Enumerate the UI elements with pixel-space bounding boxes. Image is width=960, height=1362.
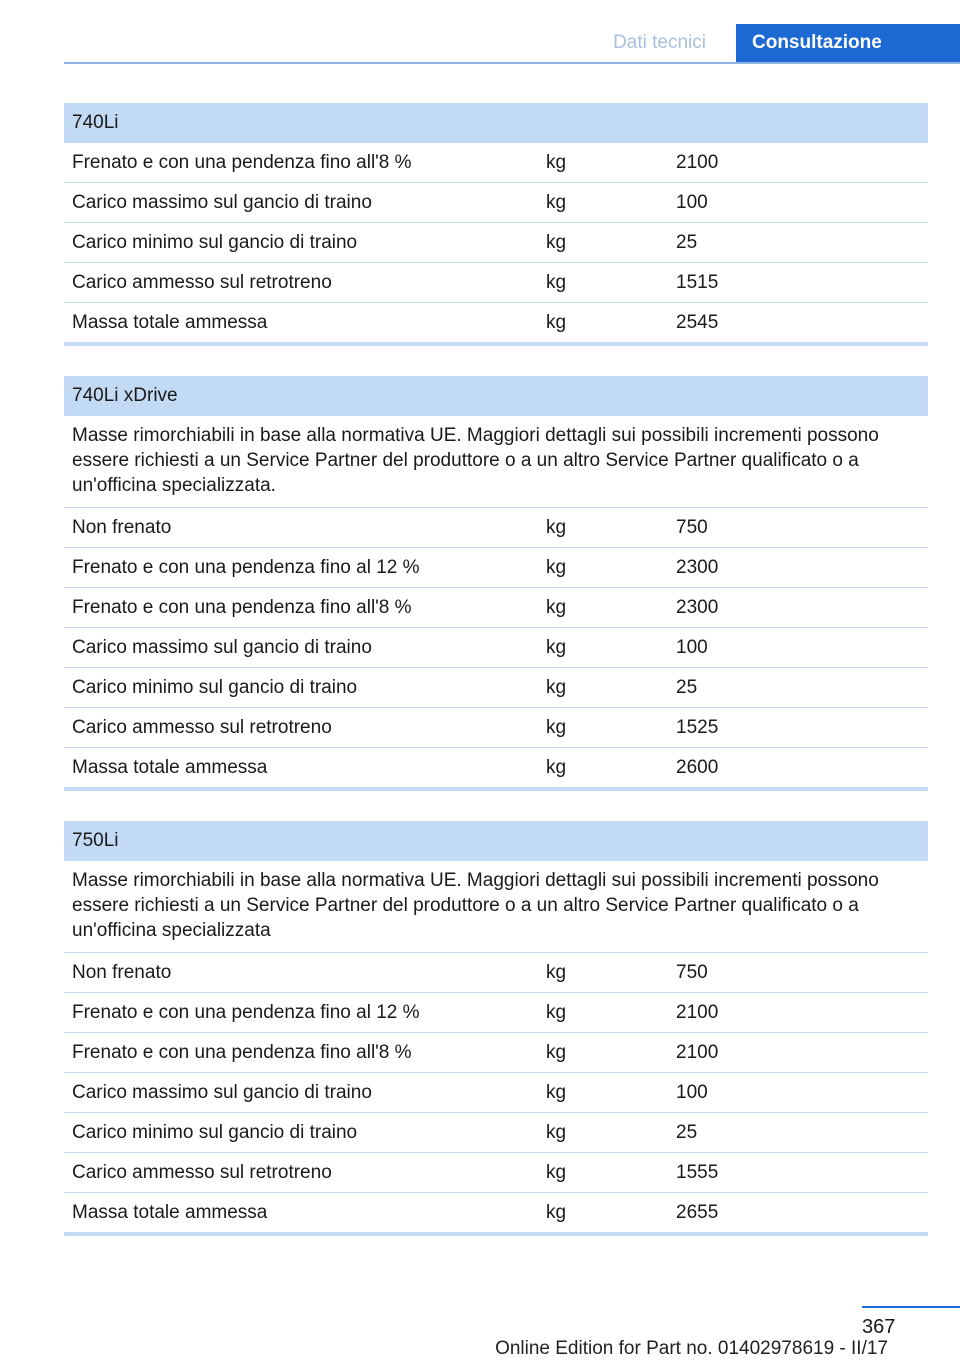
spec-table <box>64 376 928 791</box>
row-unit: kg <box>546 557 567 578</box>
row-value: 100 <box>676 637 708 658</box>
spec-tables <box>64 103 928 1266</box>
table-bottom-rule <box>64 342 928 346</box>
row-label: Frenato e con una pendenza fino all'8 % <box>72 597 412 618</box>
row-unit: kg <box>546 1122 567 1143</box>
header-section-title: Dati tecnici <box>613 32 706 53</box>
row-label: Carico minimo sul gancio di traino <box>72 1122 358 1143</box>
row-label: Frenato e con una pendenza fino all'8 % <box>72 152 412 173</box>
row-unit: kg <box>546 192 567 213</box>
row-label: Carico massimo sul gancio di traino <box>72 637 372 658</box>
row-value: 25 <box>676 232 698 253</box>
row-value: 2100 <box>676 1042 719 1063</box>
table-row <box>64 303 928 342</box>
spec-table <box>64 821 928 1236</box>
row-value: 1525 <box>676 717 719 738</box>
table-row <box>64 1153 928 1193</box>
row-value: 2300 <box>676 557 719 578</box>
table-title: 740Li <box>64 103 928 143</box>
page-header <box>64 24 960 64</box>
row-unit: kg <box>546 1002 567 1023</box>
row-label: Frenato e con una pendenza fino al 12 % <box>72 1002 420 1023</box>
row-label: Non frenato <box>72 517 172 538</box>
row-unit: kg <box>546 962 567 983</box>
row-label: Non frenato <box>72 962 172 983</box>
row-unit: kg <box>546 1202 567 1223</box>
table-bottom-rule <box>64 1232 928 1236</box>
row-value: 25 <box>676 677 698 698</box>
table-row <box>64 1193 928 1232</box>
row-value: 750 <box>676 962 708 983</box>
table-note: Masse rimorchiabili in base alla normativa UE. Maggiori dettagli sui possibili incrementi possono essere richiesti a un Service Partner del produttore o a un altro Service Partner qualificato o a un'officina specializzata <box>64 861 928 953</box>
row-unit: kg <box>546 717 567 738</box>
table-title: 750Li <box>64 821 928 861</box>
row-unit: kg <box>546 757 567 778</box>
table-row <box>64 1033 928 1073</box>
page-number: 367 <box>862 1316 896 1338</box>
row-label: Massa totale ammessa <box>72 312 268 333</box>
row-label: Carico ammesso sul retrotreno <box>72 272 332 293</box>
table-row <box>64 508 928 548</box>
row-value: 2545 <box>676 312 719 333</box>
row-unit: kg <box>546 517 567 538</box>
table-row <box>64 263 928 303</box>
row-value: 2655 <box>676 1202 719 1223</box>
row-unit: kg <box>546 597 567 618</box>
table-row <box>64 588 928 628</box>
row-value: 2600 <box>676 757 719 778</box>
row-unit: kg <box>546 677 567 698</box>
row-unit: kg <box>546 1042 567 1063</box>
table-row <box>64 748 928 787</box>
table-row <box>64 1113 928 1153</box>
row-unit: kg <box>546 152 567 173</box>
table-bottom-rule <box>64 787 928 791</box>
table-row <box>64 993 928 1033</box>
table-row <box>64 1073 928 1113</box>
row-unit: kg <box>546 232 567 253</box>
row-label: Frenato e con una pendenza fino all'8 % <box>72 1042 412 1063</box>
edition-footer: Online Edition for Part no. 01402978619 - II/17 <box>495 1338 888 1359</box>
row-label: Massa totale ammessa <box>72 1202 268 1223</box>
row-value: 2300 <box>676 597 719 618</box>
row-label: Carico massimo sul gancio di traino <box>72 192 372 213</box>
row-value: 750 <box>676 517 708 538</box>
row-value: 1555 <box>676 1162 719 1183</box>
row-label: Carico ammesso sul retrotreno <box>72 1162 332 1183</box>
row-label: Carico ammesso sul retrotreno <box>72 717 332 738</box>
table-row <box>64 708 928 748</box>
row-value: 2100 <box>676 152 719 173</box>
table-row <box>64 143 928 183</box>
row-value: 100 <box>676 192 708 213</box>
header-chapter-tab: Consultazione <box>736 24 960 62</box>
row-label: Carico massimo sul gancio di traino <box>72 1082 372 1103</box>
row-value: 25 <box>676 1122 698 1143</box>
row-label: Frenato e con una pendenza fino al 12 % <box>72 557 420 578</box>
row-label: Carico minimo sul gancio di traino <box>72 677 358 698</box>
row-value: 100 <box>676 1082 708 1103</box>
table-row <box>64 953 928 993</box>
row-label: Carico minimo sul gancio di traino <box>72 232 358 253</box>
table-row <box>64 548 928 588</box>
row-value: 1515 <box>676 272 719 293</box>
table-title: 740Li xDrive <box>64 376 928 416</box>
table-row <box>64 628 928 668</box>
row-unit: kg <box>546 1162 567 1183</box>
table-note: Masse rimorchiabili in base alla normativa UE. Maggiori dettagli sui possibili incrementi possono essere richiesti a un Service Partner del produttore o a un altro Service Partner qualificato o a un'officina specializzata. <box>64 416 928 508</box>
row-unit: kg <box>546 637 567 658</box>
row-unit: kg <box>546 272 567 293</box>
table-row <box>64 223 928 263</box>
table-row <box>64 668 928 708</box>
footer-divider <box>862 1306 960 1308</box>
table-row <box>64 183 928 223</box>
row-value: 2100 <box>676 1002 719 1023</box>
row-unit: kg <box>546 1082 567 1103</box>
row-unit: kg <box>546 312 567 333</box>
spec-table <box>64 103 928 346</box>
row-label: Massa totale ammessa <box>72 757 268 778</box>
